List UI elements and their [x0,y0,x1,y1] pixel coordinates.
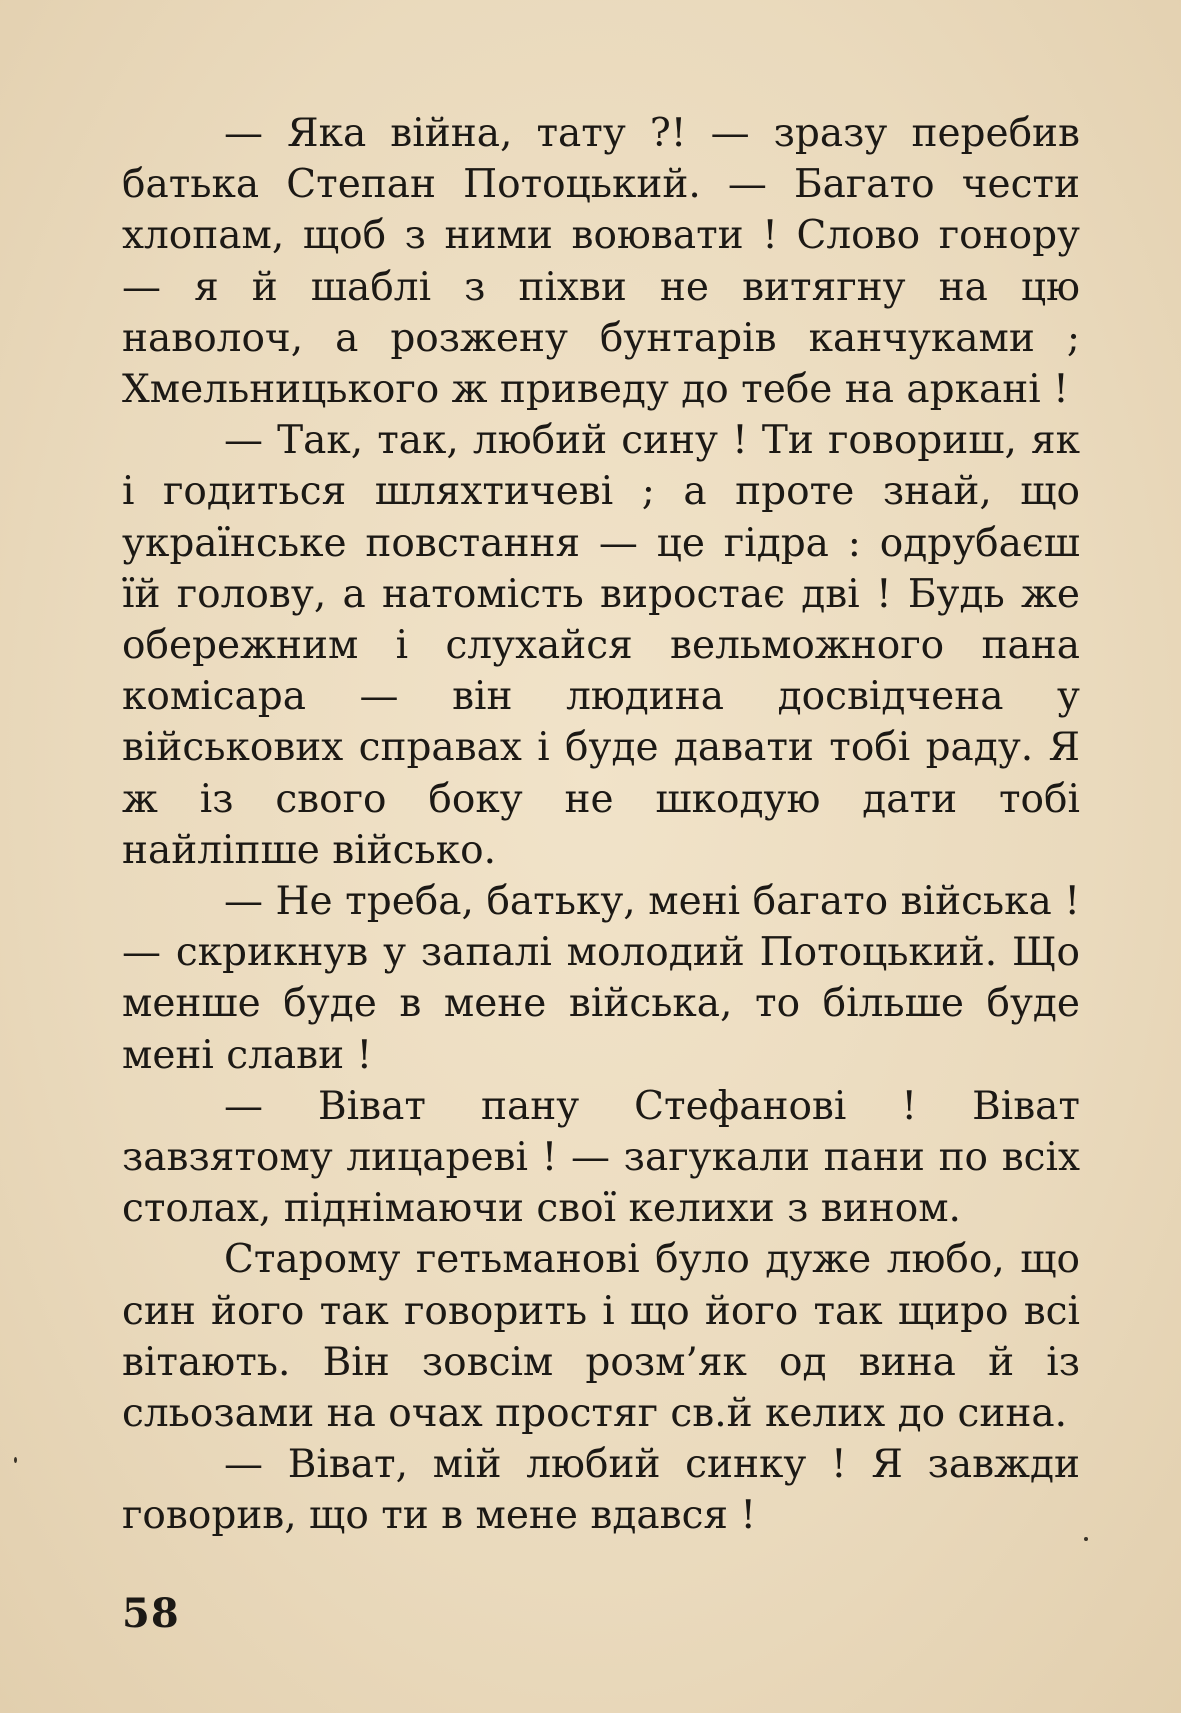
paragraph-6: — Віват, мій любий синку ! Я завжди говорив, що ти в мене вдався ! [122,1442,1080,1539]
paragraph-5: Старому гетьманові було дуже любо, що син його так говорить і що його так щиро всі вітають. Він зовсім розм’як од вина й із сльозами на очах простяг св.й келих до сина. [122,1237,1080,1437]
paper-speck [1084,1537,1088,1541]
paragraph-4: — Віват пану Стефанові ! Віват завзятому лицареві ! — загукали пани по всіх столах, піднімаючи свої келихи з вином. [122,1083,1080,1232]
paragraph-2: — Так, так, любий сину ! Ти говориш, як і годиться шляхтичеві ; а проте знай, що українське повстання — це гідра : одрубаєш їй голову, а натомість виростає дві ! Будь же обережним і слухайся вельможного пана комісара — він людина досвідчена у військових справах і буде давати тобі раду. Я ж із свого боку не шкодую дати тобі найліпше військо. [122,418,1080,873]
paragraph-3: — Не треба, батьку, мені багато війська ! — скрикнув у запалі молодий Потоцький. Що менше буде в мене війська, то більше буде мені слави ! [122,879,1080,1078]
page-number: 58 [122,1590,180,1637]
paper-speck [14,1457,17,1463]
paragraph-1: — Яка війна, тату ?! — зразу перебив батька Степан Потоцький. — Багато чести хлопам, щоб з ними воювати ! Слово гонору — я й шаблі з піхви не витягну на цю наволоч, а розжену бунтарів канчуками ; Хмельницького ж приведу до тебе на аркані ! [122,111,1080,413]
body-text [122,108,1080,1542]
